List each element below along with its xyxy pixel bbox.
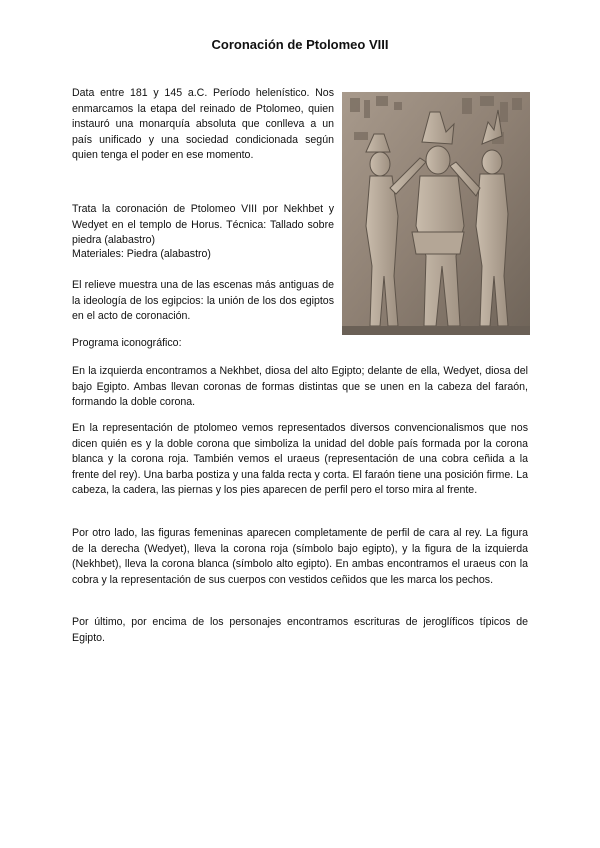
- pharaoh-paragraph: En la representación de ptolomeo vemos representados diversos convencionalismos que nos dicen quién es y la doble corona que simboliza la unidad del doble país formada por la corona blanca y la corona roja. También vemos el uraeus (representación de una cobra ceñida a la frente del rey). Una barba postiza y una falda recta y corta. El faraón tiene una posición firme. La cabeza, la cadera, las piernas y los pies aparecen de perfil pero el torso mira al frente.: [72, 422, 528, 496]
- relief-paragraph: El relieve muestra una de las escenas más antiguas de la ideología de los egipcios: la unión de los dos egiptos en el acto de coronación.: [72, 279, 334, 322]
- page-title: Coronación de Ptolomeo VIII: [211, 37, 389, 52]
- figures-paragraph: En la izquierda encontramos a Nekhbet, diosa del alto Egipto; delante de ella, Wedyet, diosa del bajo Egipto. Ambas llevan coronas de formas distintas que se unen en la cabeza del faraón, formando la doble corona.: [72, 365, 528, 408]
- theme-paragraph: Trata la coronación de Ptolomeo VIII por Nekhbet y Wedyet en el templo de Horus. Técnica: Tallado sobre piedra (alabastro): [72, 203, 334, 246]
- program-heading: Programa iconográfico:: [72, 337, 182, 349]
- materials-line: Materiales: Piedra (alabastro): [72, 248, 211, 260]
- relief-photo: [342, 92, 530, 335]
- women-paragraph: Por otro lado, las figuras femeninas aparecen completamente de perfil de cara al rey. La figura de la derecha (Wedyet), lleva la corona roja (símbolo bajo egipto), y la figura de la izquierda (Nekhbet), lleva la corona blanca (símbolo alto egipto). En ambas encontramos el uraeus con la cobra y la representación de sus cuerpos con vestidos ceñidos que les marca los pechos.: [72, 527, 528, 586]
- closing-paragraph: Por último, por encima de los personajes encontramos escrituras de jeroglíficos típicos de Egipto.: [72, 616, 528, 644]
- intro-paragraph: Data entre 181 y 145 a.C. Período helenístico. Nos enmarcamos la etapa del reinado de Ptolomeo, quien instauró una monarquía absoluta que conlleva a un país unificado y una sociedad condicionada según quien tenga el poder en ese momento.: [72, 87, 334, 161]
